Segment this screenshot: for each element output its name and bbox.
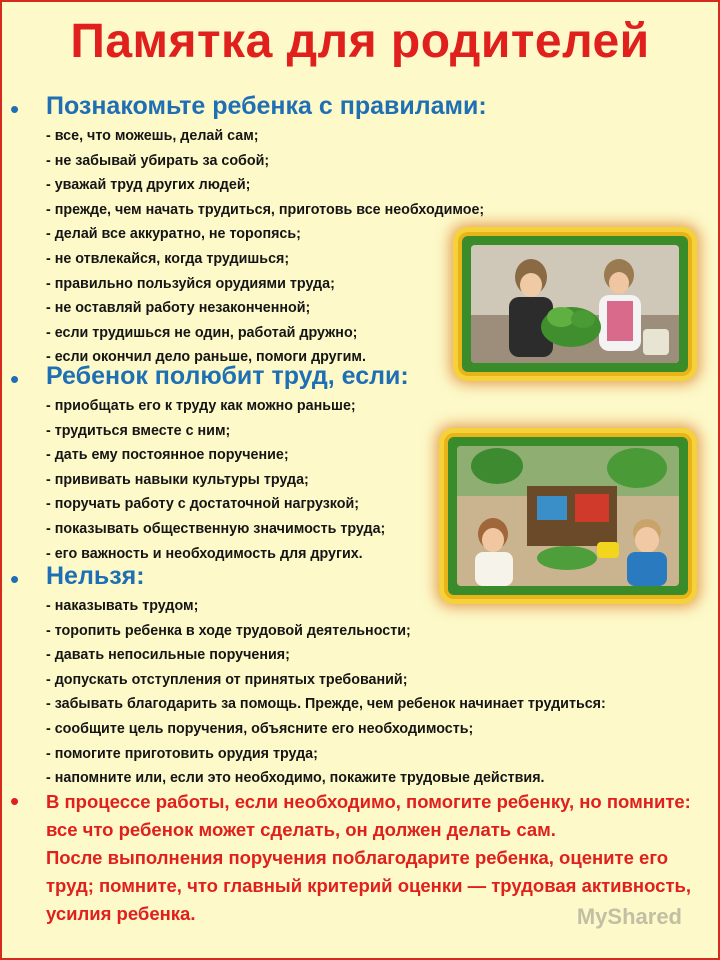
- list-item: - если окончил дело раньше, помоги другим.: [46, 349, 366, 366]
- list-item: - помогите приготовить орудия труда;: [46, 745, 318, 762]
- list-item: - прежде, чем начать трудиться, приготовь все необходимое;: [46, 201, 485, 218]
- list-item: - показывать общественную значимость труда;: [46, 520, 386, 537]
- list-item: - поручать работу с достаточной нагрузкой;: [46, 496, 360, 513]
- forbidden-list: [46, 594, 606, 791]
- list-item: - давать непосильные поручения;: [46, 647, 290, 664]
- list-item: - прививать навыки культуры труда;: [46, 471, 309, 488]
- bullet-icon: •: [10, 364, 20, 394]
- closing-paragraph: После выполнения поручения поблагодарите ребенка, оцените его труд; помните, что главный критерий оценки — трудовая активность, усилия ребенка.: [46, 847, 692, 924]
- list-item: - допускать отступления от принятых требований;: [46, 671, 408, 688]
- list-item: - делай все аккуратно, не торопясь;: [46, 226, 301, 243]
- photo-girls-plants: [462, 236, 688, 372]
- list-item: - дать ему постоянное поручение;: [46, 447, 289, 464]
- section-heading: Познакомьте ребенка с правилами:: [46, 92, 487, 120]
- list-item: - сообщите цель поручения, объясните его необходимость;: [46, 720, 474, 737]
- list-item: - его важность и необходимость для других.: [46, 545, 363, 562]
- list-item: - наказывать трудом;: [46, 598, 199, 614]
- page-title: Памятка для родителей: [70, 15, 650, 68]
- list-item: - не оставляй работу незаконченной;: [46, 300, 311, 317]
- list-item: - забывать благодарить за помощь. Прежде, чем ребенок начинает трудиться:: [46, 696, 606, 713]
- photo-children-watering: [448, 437, 688, 595]
- photo-image: [471, 245, 679, 363]
- section-heading: Ребенок полюбит труд, если:: [46, 362, 409, 390]
- rules-list: [46, 124, 484, 370]
- list-item: - торопить ребенка в ходе трудовой деятельности;: [46, 622, 411, 639]
- watermark-text: MyShared: [576, 904, 682, 929]
- list-item: - уважай труд других людей;: [46, 177, 251, 194]
- list-item: - трудиться вместе с ним;: [46, 422, 231, 439]
- list-item: - правильно пользуйся орудиями труда;: [46, 275, 335, 292]
- conditions-list: [46, 394, 385, 566]
- photo-image: [457, 446, 679, 586]
- bullet-icon: •: [10, 564, 20, 594]
- list-item: - все, что можешь, делай сам;: [46, 128, 259, 144]
- bullet-icon: •: [10, 786, 20, 816]
- list-item: - не забывай убирать за собой;: [46, 152, 270, 169]
- section-heading: Нельзя:: [46, 562, 145, 590]
- list-item: - если трудишься не один, работай дружно;: [46, 324, 358, 341]
- list-item: - напомните или, если это необходимо, покажите трудовые действия.: [46, 770, 545, 787]
- list-item: - не отвлекайся, когда трудишься;: [46, 250, 290, 267]
- closing-paragraph: В процессе работы, если необходимо, помогите ребенку, но помните: все что ребенок может сделать, он должен делать сам.: [46, 791, 691, 840]
- list-item: - приобщать его к труду как можно раньше;: [46, 398, 356, 414]
- bullet-icon: •: [10, 94, 20, 124]
